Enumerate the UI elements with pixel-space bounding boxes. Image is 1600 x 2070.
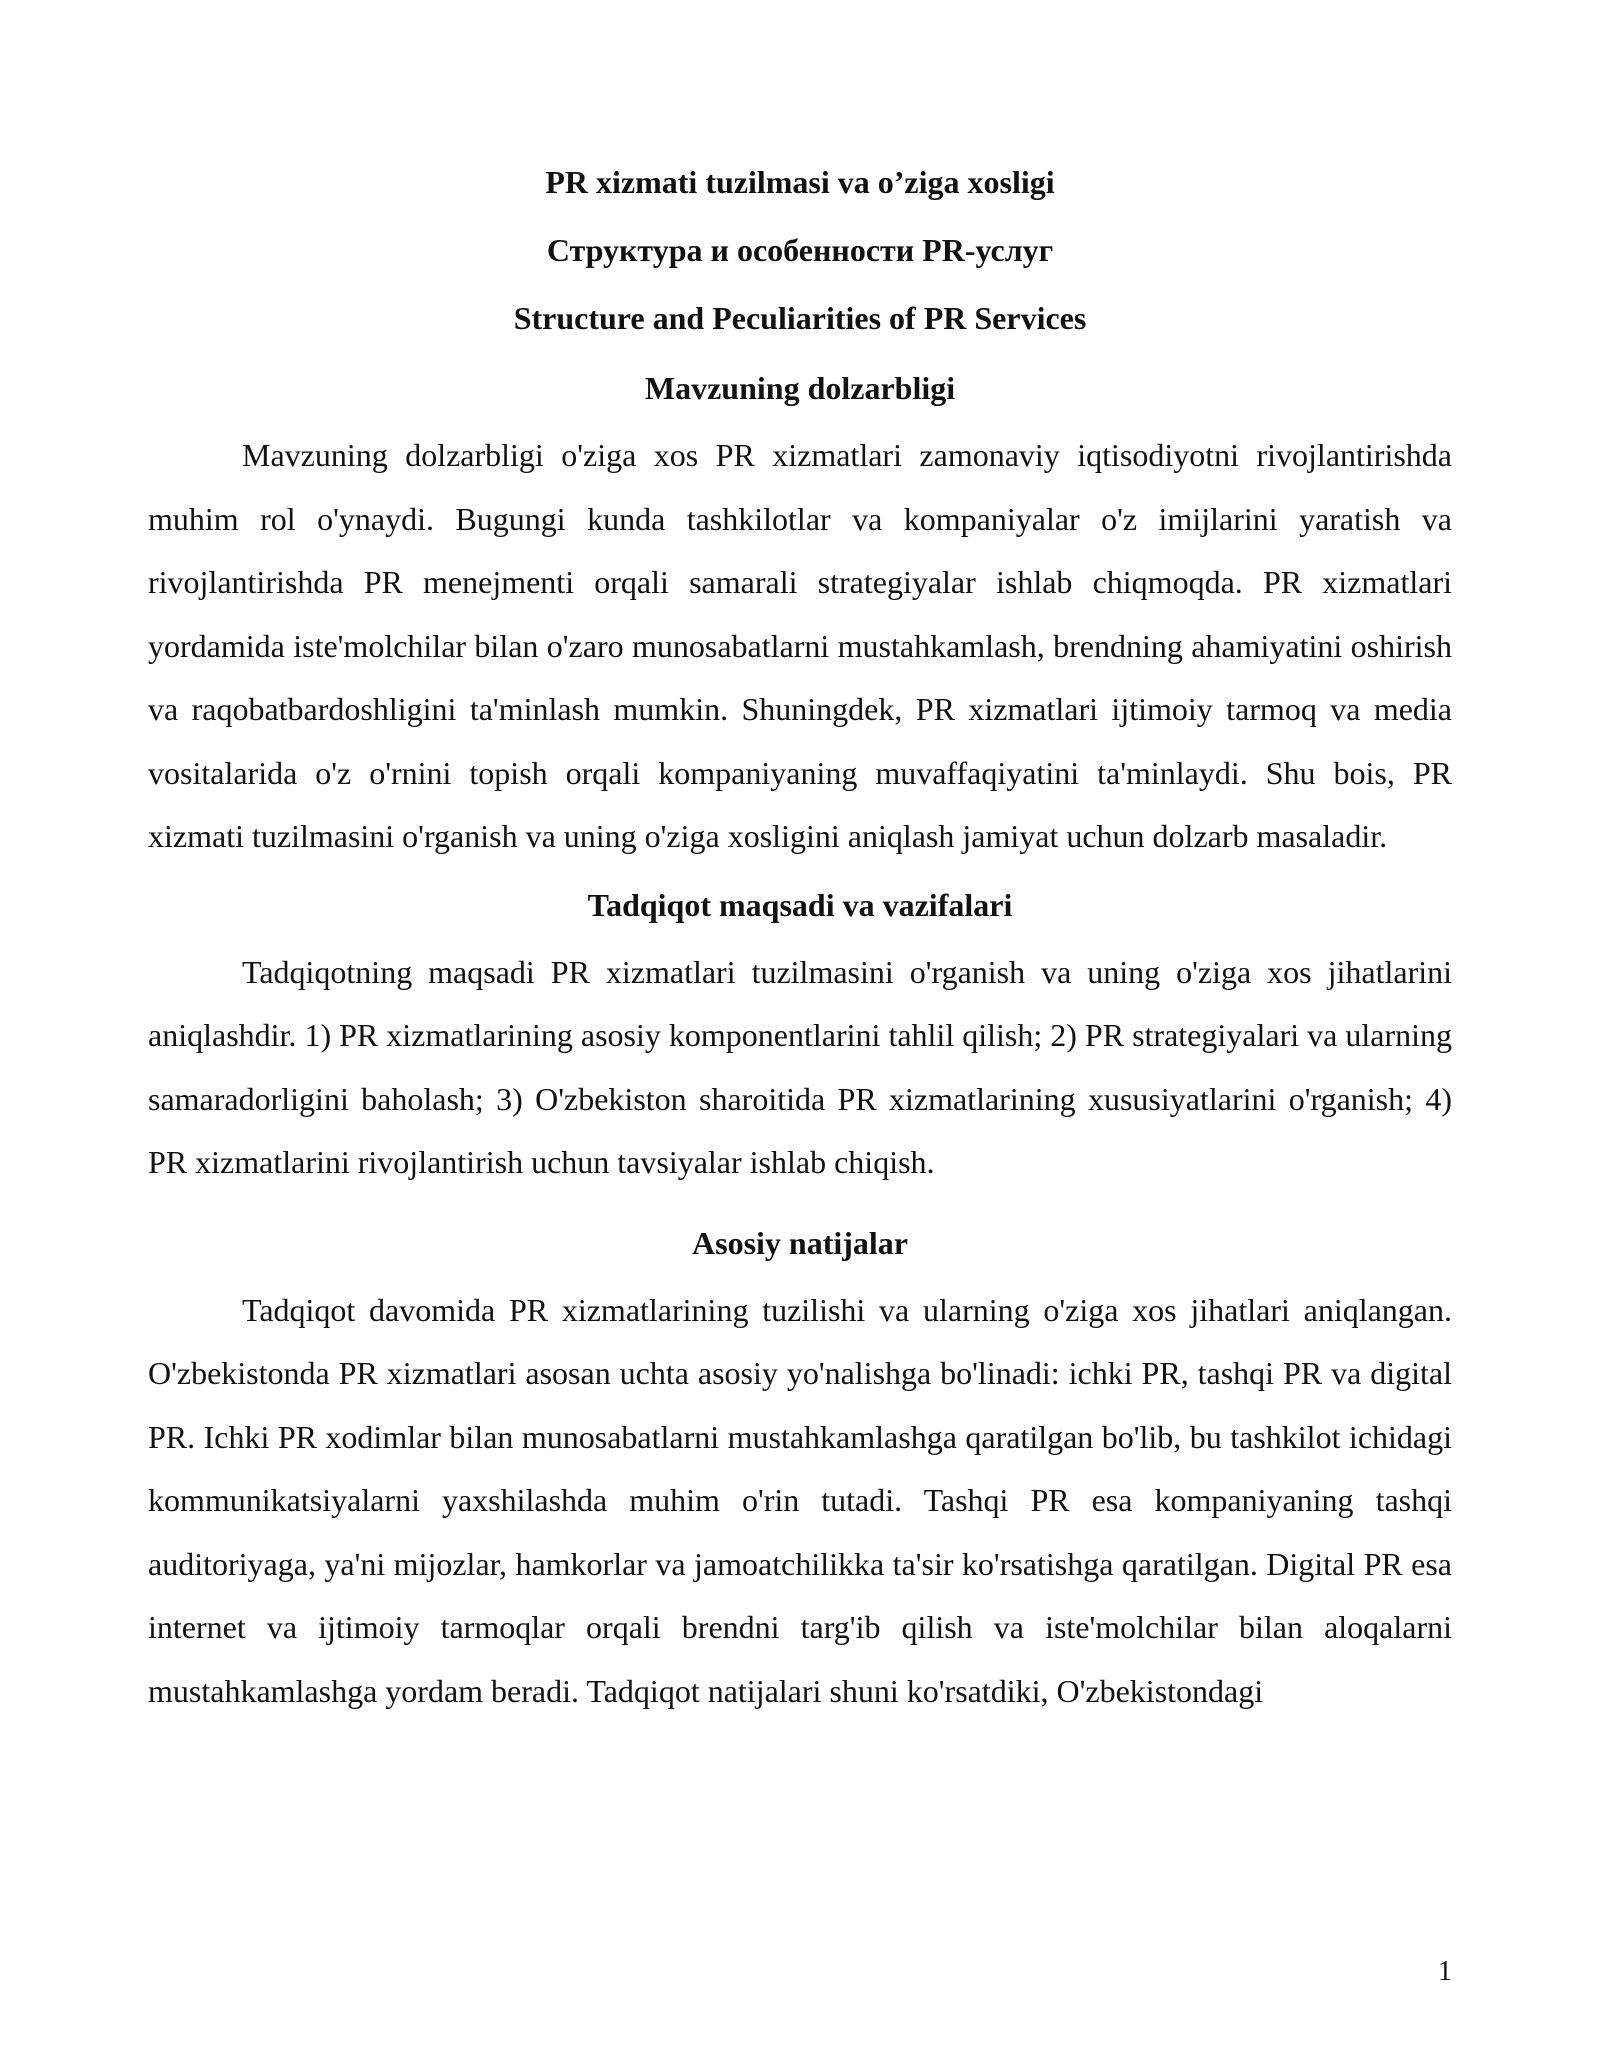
title-russian: Структура и особенности PR-услуг xyxy=(546,232,1054,268)
section-heading-objectives: Tadqiqot maqsadi va vazifalari xyxy=(587,886,1013,923)
page-content xyxy=(148,148,1452,1723)
page-number: 1 xyxy=(1438,1956,1452,1987)
section-heading-relevance: Mavzuning dolzarbligi xyxy=(644,370,956,406)
section-heading-results: Asosiy natijalar xyxy=(692,1224,908,1261)
title-english: Structure and Peculiarities of PR Services xyxy=(513,300,1087,336)
section-paragraph-results: Tadqiqot davomida PR xizmatlarining tuzilishi va ularning o'ziga xos jihatlari aniqlangan. O'zbekistonda PR xizmatlari asosan uchta asosiy yo'nalishga bo'linadi: ichki PR, tashqi PR va digital PR. Ichki PR xodimlar bilan munosabatlarni mustahkamlashga qaratilgan bo'lib, bu tashkilot ichidagi kommunikatsiyalarni yaxshilashda muhim o'rin tutadi. Tashqi PR esa kompaniyaning tashqi auditoriyaga, ya'ni mijozlar, hamkorlar va jamoatchilikka ta'sir ko'rsatishga qaratilgan. Digital PR esa internet va ijtimoiy tarmoqlar orqali brendni targ'ib qilish va iste'molchilar bilan aloqalarni mustahkamlashga yordam beradi. Tadqiqot natijalari shuni ko'rsatdiki, O'zbekistondagi xyxy=(148,1291,1452,1709)
section-paragraph-relevance: Mavzuning dolzarbligi o'ziga xos PR xizmatlari zamonaviy iqtisodiyotni rivojlantirishda muhim rol o'ynaydi. Bugungi kunda tashkilotlar va kompaniyalar o'z imijlarini yaratish va rivojlantirishda PR menejmenti orqali samarali strategiyalar ishlab chiqmoqda. PR xizmatlari yordamida iste'molchilar bilan o'zaro munosabatlarni mustahkamlash, brendning ahamiyatini oshirish va raqobatbardoshligini ta'minlash mumkin. Shuningdek, PR xizmatlari ijtimoiy tarmoq va media vositalarida o'z o'rnini topish orqali kompaniyaning muvaffaqiyatini ta'minlaydi. Shu bois, PR xizmati tuzilmasini o'rganish va uning o'ziga xosligini aniqlash jamiyat uchun dolzarb masaladir. xyxy=(148,437,1452,854)
section-paragraph-objectives: Tadqiqotning maqsadi PR xizmatlari tuzilmasini o'rganish va uning o'ziga xos jihatlarini aniqlashdir. 1) PR xizmatlarining asosiy komponentlarini tahlil qilish; 2) PR strategiyalari va ularning samaradorligini baholash; 3) O'zbekiston sharoitida PR xizmatlarining xususiyatlarini o'rganish; 4) PR xizmatlarini rivojlantirish uchun tavsiyalar ishlab chiqish. xyxy=(148,953,1452,1180)
title-uzbek: PR xizmati tuzilmasi va o’ziga xosligi xyxy=(545,164,1055,200)
